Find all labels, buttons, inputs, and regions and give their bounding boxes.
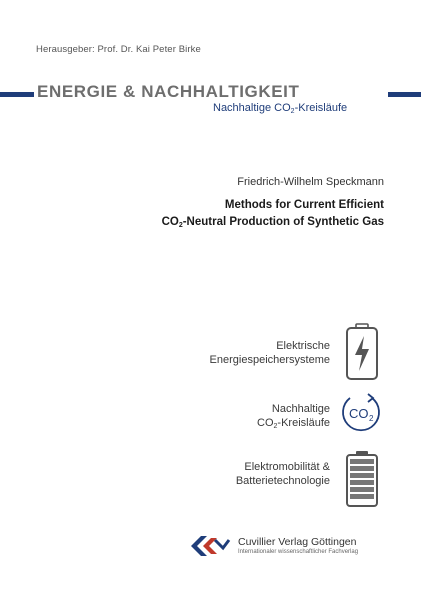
- topic-energy-storage-line-2: Energiespeichersysteme: [209, 354, 330, 366]
- co2-cycle-icon: [338, 390, 384, 436]
- book-title-line-2: $CO_2$-Neutral Production of Synthetic Gas: [161, 216, 384, 229]
- battery-full-icon: [345, 450, 379, 508]
- cuvillier-logo: [189, 534, 231, 558]
- publisher-tagline: Internationaler wissenschaftlicher Fachverlag: [238, 549, 359, 555]
- series-subtitle: Nachhaltige $CO_2$-Kreisläufe: [213, 102, 348, 115]
- author-name: Friedrich-Wilhelm Speckmann: [237, 176, 384, 188]
- co2-icon-label: CO: [349, 406, 369, 421]
- topic-co2-cycles-line-1: Nachhaltige: [271, 403, 330, 415]
- editor-line: Herausgeber: Prof. Dr. Kai Peter Birke: [36, 44, 201, 55]
- battery-lightning-icon: [345, 323, 379, 381]
- topic-energy-storage: [210, 339, 330, 367]
- topic-e-mobility-line-2: Batterietechnologie: [235, 475, 330, 487]
- topic-co2-cycles-line-2: $CO_2$-Kreisläufe: [257, 417, 330, 430]
- series-rule-right: [388, 92, 421, 97]
- series-title: ENERGIE & NACHHALTIGKEIT: [37, 82, 300, 101]
- book-title-line-1: Methods for Current Efficient: [224, 199, 384, 211]
- co2-icon-subscript: 2: [369, 414, 374, 423]
- topic-e-mobility-line-1: Elektromobilität &: [244, 461, 330, 473]
- topic-co2-cycles: [257, 402, 330, 434]
- topic-energy-storage-line-1: Elektrische: [276, 340, 330, 352]
- topic-e-mobility: [236, 460, 330, 488]
- publisher-name: Cuvillier Verlag Göttingen: [238, 536, 357, 548]
- series-rule-left: [0, 92, 34, 97]
- book-title: [162, 197, 384, 234]
